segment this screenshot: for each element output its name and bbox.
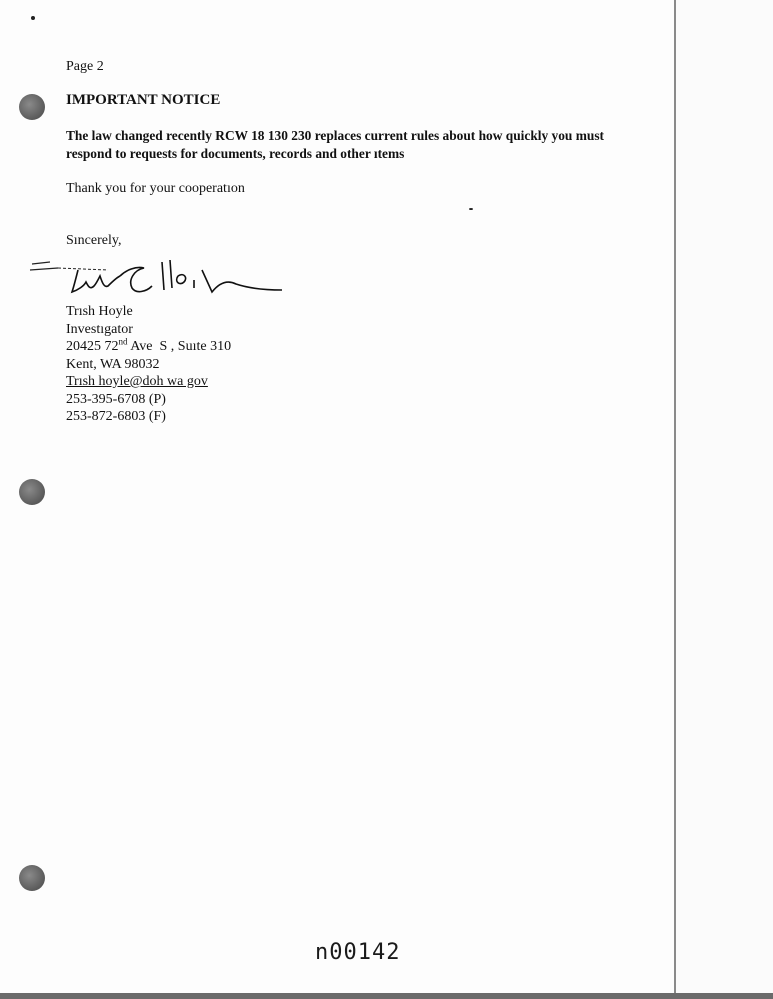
address-number: 20425 72 — [66, 339, 119, 354]
punch-hole-top — [19, 94, 45, 120]
page-right-edge — [674, 0, 676, 999]
page-margin-strip — [676, 0, 773, 999]
thanks-line: Thank you for your cooperatıon — [66, 181, 245, 196]
handwritten-signature — [28, 256, 288, 306]
address-ordinal: nd — [118, 336, 128, 347]
sender-name: Trısh Hoyle — [66, 304, 133, 319]
closing-line: Sıncerely, — [66, 233, 122, 248]
scan-speck — [31, 16, 35, 20]
address-rest: Ave S , Suıte 310 — [127, 339, 232, 354]
sender-city: Kent, WA 98032 — [66, 357, 160, 372]
notice-body-line-1: The law changed recently RCW 18 130 230 replaces current rules about how quickly you must — [66, 128, 604, 143]
notice-body-line-2: respond to requests for documents, records and other ıtems — [66, 146, 405, 161]
punch-hole-middle — [19, 479, 45, 505]
page-label: Page 2 — [66, 59, 104, 74]
bates-number: n00142 — [315, 940, 401, 965]
sender-address — [66, 338, 231, 355]
notice-heading: IMPORTANT NOTICE — [66, 92, 221, 108]
page-bottom-edge — [0, 993, 773, 999]
sender-fax: 253-872-6803 (F) — [66, 409, 166, 424]
scan-speck — [469, 208, 473, 210]
sender-email-link[interactable]: Trısh hoyle@doh wa gov — [66, 374, 208, 389]
sender-title: Investıgator — [66, 322, 133, 337]
sender-phone: 253-395-6708 (P) — [66, 392, 166, 407]
punch-hole-bottom — [19, 865, 45, 891]
